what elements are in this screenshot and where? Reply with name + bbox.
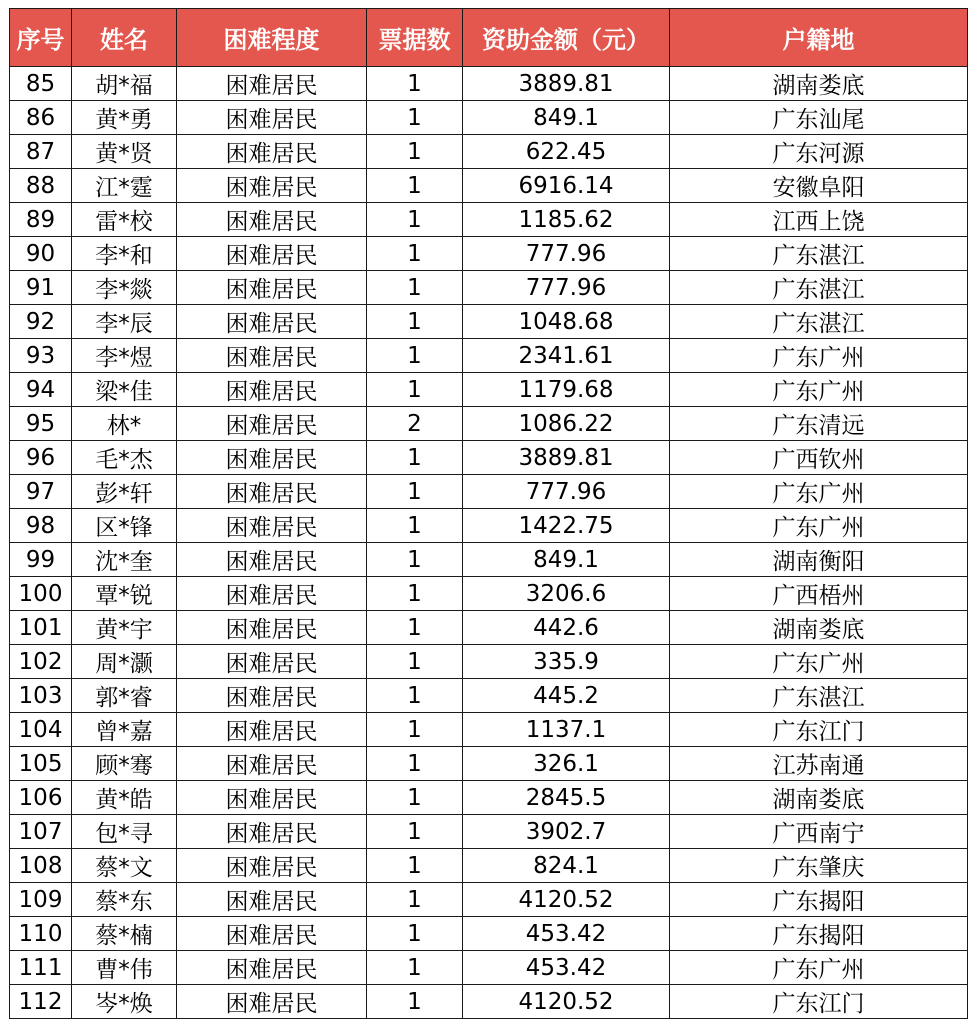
cell-hometown: 广东湛江 — [670, 679, 968, 713]
cell-receipt-count: 1 — [367, 67, 463, 101]
cell-name: 李*煜 — [72, 339, 177, 373]
cell-difficulty: 困难居民 — [177, 135, 367, 169]
cell-name: 沈*奎 — [72, 543, 177, 577]
cell-name: 曹*伟 — [72, 951, 177, 985]
cell-index: 106 — [10, 781, 72, 815]
cell-aid-amount: 3206.6 — [463, 577, 670, 611]
cell-hometown: 广东广州 — [670, 951, 968, 985]
cell-index: 89 — [10, 203, 72, 237]
cell-aid-amount: 3902.7 — [463, 815, 670, 849]
cell-hometown: 江西上饶 — [670, 203, 968, 237]
cell-aid-amount: 2845.5 — [463, 781, 670, 815]
table-row — [10, 883, 968, 917]
cell-aid-amount: 777.96 — [463, 237, 670, 271]
cell-name: 彭*轩 — [72, 475, 177, 509]
cell-aid-amount: 1185.62 — [463, 203, 670, 237]
cell-difficulty: 困难居民 — [177, 101, 367, 135]
cell-aid-amount: 453.42 — [463, 917, 670, 951]
cell-hometown: 广西钦州 — [670, 441, 968, 475]
table-row — [10, 339, 968, 373]
cell-difficulty: 困难居民 — [177, 577, 367, 611]
cell-difficulty: 困难居民 — [177, 509, 367, 543]
cell-index: 91 — [10, 271, 72, 305]
cell-name: 包*寻 — [72, 815, 177, 849]
cell-index: 101 — [10, 611, 72, 645]
cell-index: 105 — [10, 747, 72, 781]
cell-index: 97 — [10, 475, 72, 509]
cell-receipt-count: 1 — [367, 373, 463, 407]
cell-name: 李*和 — [72, 237, 177, 271]
cell-hometown: 江苏南通 — [670, 747, 968, 781]
cell-aid-amount: 777.96 — [463, 271, 670, 305]
cell-name: 曾*嘉 — [72, 713, 177, 747]
cell-name: 李*燚 — [72, 271, 177, 305]
cell-aid-amount: 824.1 — [463, 849, 670, 883]
aid-recipients-table — [9, 8, 968, 1019]
cell-aid-amount: 4120.52 — [463, 985, 670, 1019]
header-aid-amount: 资助金额（元） — [463, 9, 670, 67]
cell-index: 100 — [10, 577, 72, 611]
cell-hometown: 广西梧州 — [670, 577, 968, 611]
table-row — [10, 169, 968, 203]
cell-difficulty: 困难居民 — [177, 271, 367, 305]
cell-receipt-count: 2 — [367, 407, 463, 441]
cell-index: 96 — [10, 441, 72, 475]
cell-name: 黄*宇 — [72, 611, 177, 645]
cell-aid-amount: 445.2 — [463, 679, 670, 713]
table-row — [10, 985, 968, 1019]
table-row — [10, 101, 968, 135]
cell-difficulty: 困难居民 — [177, 713, 367, 747]
cell-index: 107 — [10, 815, 72, 849]
cell-receipt-count: 1 — [367, 203, 463, 237]
cell-aid-amount: 6916.14 — [463, 169, 670, 203]
cell-index: 85 — [10, 67, 72, 101]
cell-aid-amount: 2341.61 — [463, 339, 670, 373]
cell-difficulty: 困难居民 — [177, 951, 367, 985]
table-row — [10, 441, 968, 475]
cell-receipt-count: 1 — [367, 509, 463, 543]
cell-name: 黄*皓 — [72, 781, 177, 815]
header-row — [10, 9, 968, 67]
cell-aid-amount: 1048.68 — [463, 305, 670, 339]
table-row — [10, 611, 968, 645]
cell-hometown: 广东汕尾 — [670, 101, 968, 135]
cell-receipt-count: 1 — [367, 883, 463, 917]
cell-receipt-count: 1 — [367, 849, 463, 883]
cell-name: 林* — [72, 407, 177, 441]
cell-difficulty: 困难居民 — [177, 747, 367, 781]
cell-aid-amount: 335.9 — [463, 645, 670, 679]
cell-receipt-count: 1 — [367, 305, 463, 339]
cell-index: 93 — [10, 339, 72, 373]
cell-name: 蔡*文 — [72, 849, 177, 883]
cell-aid-amount: 3889.81 — [463, 441, 670, 475]
cell-difficulty: 困难居民 — [177, 237, 367, 271]
cell-difficulty: 困难居民 — [177, 543, 367, 577]
cell-receipt-count: 1 — [367, 135, 463, 169]
table-row — [10, 849, 968, 883]
cell-index: 111 — [10, 951, 72, 985]
cell-receipt-count: 1 — [367, 237, 463, 271]
cell-difficulty: 困难居民 — [177, 373, 367, 407]
cell-index: 88 — [10, 169, 72, 203]
cell-difficulty: 困难居民 — [177, 985, 367, 1019]
cell-aid-amount: 3889.81 — [463, 67, 670, 101]
cell-name: 江*霆 — [72, 169, 177, 203]
cell-difficulty: 困难居民 — [177, 67, 367, 101]
cell-hometown: 广东江门 — [670, 985, 968, 1019]
cell-difficulty: 困难居民 — [177, 781, 367, 815]
cell-index: 103 — [10, 679, 72, 713]
cell-name: 黄*勇 — [72, 101, 177, 135]
table-row — [10, 203, 968, 237]
cell-hometown: 广东湛江 — [670, 237, 968, 271]
cell-receipt-count: 1 — [367, 679, 463, 713]
cell-index: 108 — [10, 849, 72, 883]
table-row — [10, 781, 968, 815]
cell-hometown: 广西南宁 — [670, 815, 968, 849]
cell-difficulty: 困难居民 — [177, 917, 367, 951]
cell-aid-amount: 777.96 — [463, 475, 670, 509]
cell-difficulty: 困难居民 — [177, 305, 367, 339]
cell-hometown: 广东广州 — [670, 373, 968, 407]
cell-difficulty: 困难居民 — [177, 815, 367, 849]
cell-index: 94 — [10, 373, 72, 407]
cell-aid-amount: 453.42 — [463, 951, 670, 985]
cell-index: 90 — [10, 237, 72, 271]
cell-index: 99 — [10, 543, 72, 577]
cell-aid-amount: 849.1 — [463, 101, 670, 135]
table-row — [10, 815, 968, 849]
cell-name: 胡*福 — [72, 67, 177, 101]
header-name: 姓名 — [72, 9, 177, 67]
cell-receipt-count: 1 — [367, 611, 463, 645]
table-row — [10, 237, 968, 271]
cell-aid-amount: 442.6 — [463, 611, 670, 645]
table-row — [10, 645, 968, 679]
table-row — [10, 713, 968, 747]
table-row — [10, 135, 968, 169]
cell-aid-amount: 1179.68 — [463, 373, 670, 407]
table-row — [10, 509, 968, 543]
table-row — [10, 543, 968, 577]
cell-index: 110 — [10, 917, 72, 951]
cell-name: 周*灏 — [72, 645, 177, 679]
cell-difficulty: 困难居民 — [177, 169, 367, 203]
cell-hometown: 安徽阜阳 — [670, 169, 968, 203]
cell-name: 黄*贤 — [72, 135, 177, 169]
cell-receipt-count: 1 — [367, 577, 463, 611]
header-hometown: 户籍地 — [670, 9, 968, 67]
table-row — [10, 305, 968, 339]
cell-hometown: 广东清远 — [670, 407, 968, 441]
table-row — [10, 67, 968, 101]
cell-difficulty: 困难居民 — [177, 679, 367, 713]
cell-receipt-count: 1 — [367, 441, 463, 475]
cell-index: 87 — [10, 135, 72, 169]
cell-hometown: 广东肇庆 — [670, 849, 968, 883]
header-receipt-count: 票据数 — [367, 9, 463, 67]
cell-difficulty: 困难居民 — [177, 475, 367, 509]
cell-difficulty: 困难居民 — [177, 339, 367, 373]
cell-difficulty: 困难居民 — [177, 849, 367, 883]
cell-name: 蔡*东 — [72, 883, 177, 917]
cell-receipt-count: 1 — [367, 713, 463, 747]
cell-name: 毛*杰 — [72, 441, 177, 475]
cell-name: 区*锋 — [72, 509, 177, 543]
cell-receipt-count: 1 — [367, 169, 463, 203]
cell-receipt-count: 1 — [367, 781, 463, 815]
cell-index: 102 — [10, 645, 72, 679]
table-row — [10, 373, 968, 407]
cell-name: 梁*佳 — [72, 373, 177, 407]
cell-aid-amount: 622.45 — [463, 135, 670, 169]
cell-name: 蔡*楠 — [72, 917, 177, 951]
cell-index: 92 — [10, 305, 72, 339]
cell-name: 覃*锐 — [72, 577, 177, 611]
cell-receipt-count: 1 — [367, 815, 463, 849]
table-row — [10, 271, 968, 305]
cell-hometown: 广东揭阳 — [670, 883, 968, 917]
cell-hometown: 湖南娄底 — [670, 781, 968, 815]
cell-receipt-count: 1 — [367, 985, 463, 1019]
cell-hometown: 广东湛江 — [670, 271, 968, 305]
cell-difficulty: 困难居民 — [177, 883, 367, 917]
table-row — [10, 407, 968, 441]
table-row — [10, 747, 968, 781]
header-index: 序号 — [10, 9, 72, 67]
cell-index: 104 — [10, 713, 72, 747]
cell-hometown: 湖南娄底 — [670, 611, 968, 645]
cell-receipt-count: 1 — [367, 645, 463, 679]
table-row — [10, 577, 968, 611]
cell-index: 112 — [10, 985, 72, 1019]
cell-aid-amount: 1137.1 — [463, 713, 670, 747]
cell-name: 郭*睿 — [72, 679, 177, 713]
cell-aid-amount: 849.1 — [463, 543, 670, 577]
cell-receipt-count: 1 — [367, 951, 463, 985]
cell-hometown: 广东广州 — [670, 475, 968, 509]
cell-aid-amount: 326.1 — [463, 747, 670, 781]
cell-hometown: 湖南娄底 — [670, 67, 968, 101]
cell-aid-amount: 1086.22 — [463, 407, 670, 441]
cell-name: 岑*焕 — [72, 985, 177, 1019]
cell-receipt-count: 1 — [367, 543, 463, 577]
cell-hometown: 广东江门 — [670, 713, 968, 747]
cell-index: 86 — [10, 101, 72, 135]
cell-receipt-count: 1 — [367, 271, 463, 305]
table-row — [10, 917, 968, 951]
table-row — [10, 475, 968, 509]
cell-hometown: 广东河源 — [670, 135, 968, 169]
cell-hometown: 广东广州 — [670, 339, 968, 373]
table-row — [10, 679, 968, 713]
cell-name: 李*辰 — [72, 305, 177, 339]
cell-hometown: 广东广州 — [670, 509, 968, 543]
cell-difficulty: 困难居民 — [177, 441, 367, 475]
cell-aid-amount: 4120.52 — [463, 883, 670, 917]
cell-name: 顾*骞 — [72, 747, 177, 781]
cell-hometown: 广东湛江 — [670, 305, 968, 339]
cell-name: 雷*校 — [72, 203, 177, 237]
cell-index: 109 — [10, 883, 72, 917]
cell-hometown: 广东揭阳 — [670, 917, 968, 951]
cell-receipt-count: 1 — [367, 475, 463, 509]
cell-difficulty: 困难居民 — [177, 611, 367, 645]
cell-index: 98 — [10, 509, 72, 543]
cell-hometown: 广东广州 — [670, 645, 968, 679]
header-difficulty: 困难程度 — [177, 9, 367, 67]
cell-difficulty: 困难居民 — [177, 645, 367, 679]
cell-receipt-count: 1 — [367, 747, 463, 781]
cell-receipt-count: 1 — [367, 917, 463, 951]
cell-hometown: 湖南衡阳 — [670, 543, 968, 577]
cell-index: 95 — [10, 407, 72, 441]
table-row — [10, 951, 968, 985]
cell-difficulty: 困难居民 — [177, 407, 367, 441]
cell-difficulty: 困难居民 — [177, 203, 367, 237]
table-body — [10, 67, 968, 1019]
cell-receipt-count: 1 — [367, 101, 463, 135]
cell-aid-amount: 1422.75 — [463, 509, 670, 543]
cell-receipt-count: 1 — [367, 339, 463, 373]
